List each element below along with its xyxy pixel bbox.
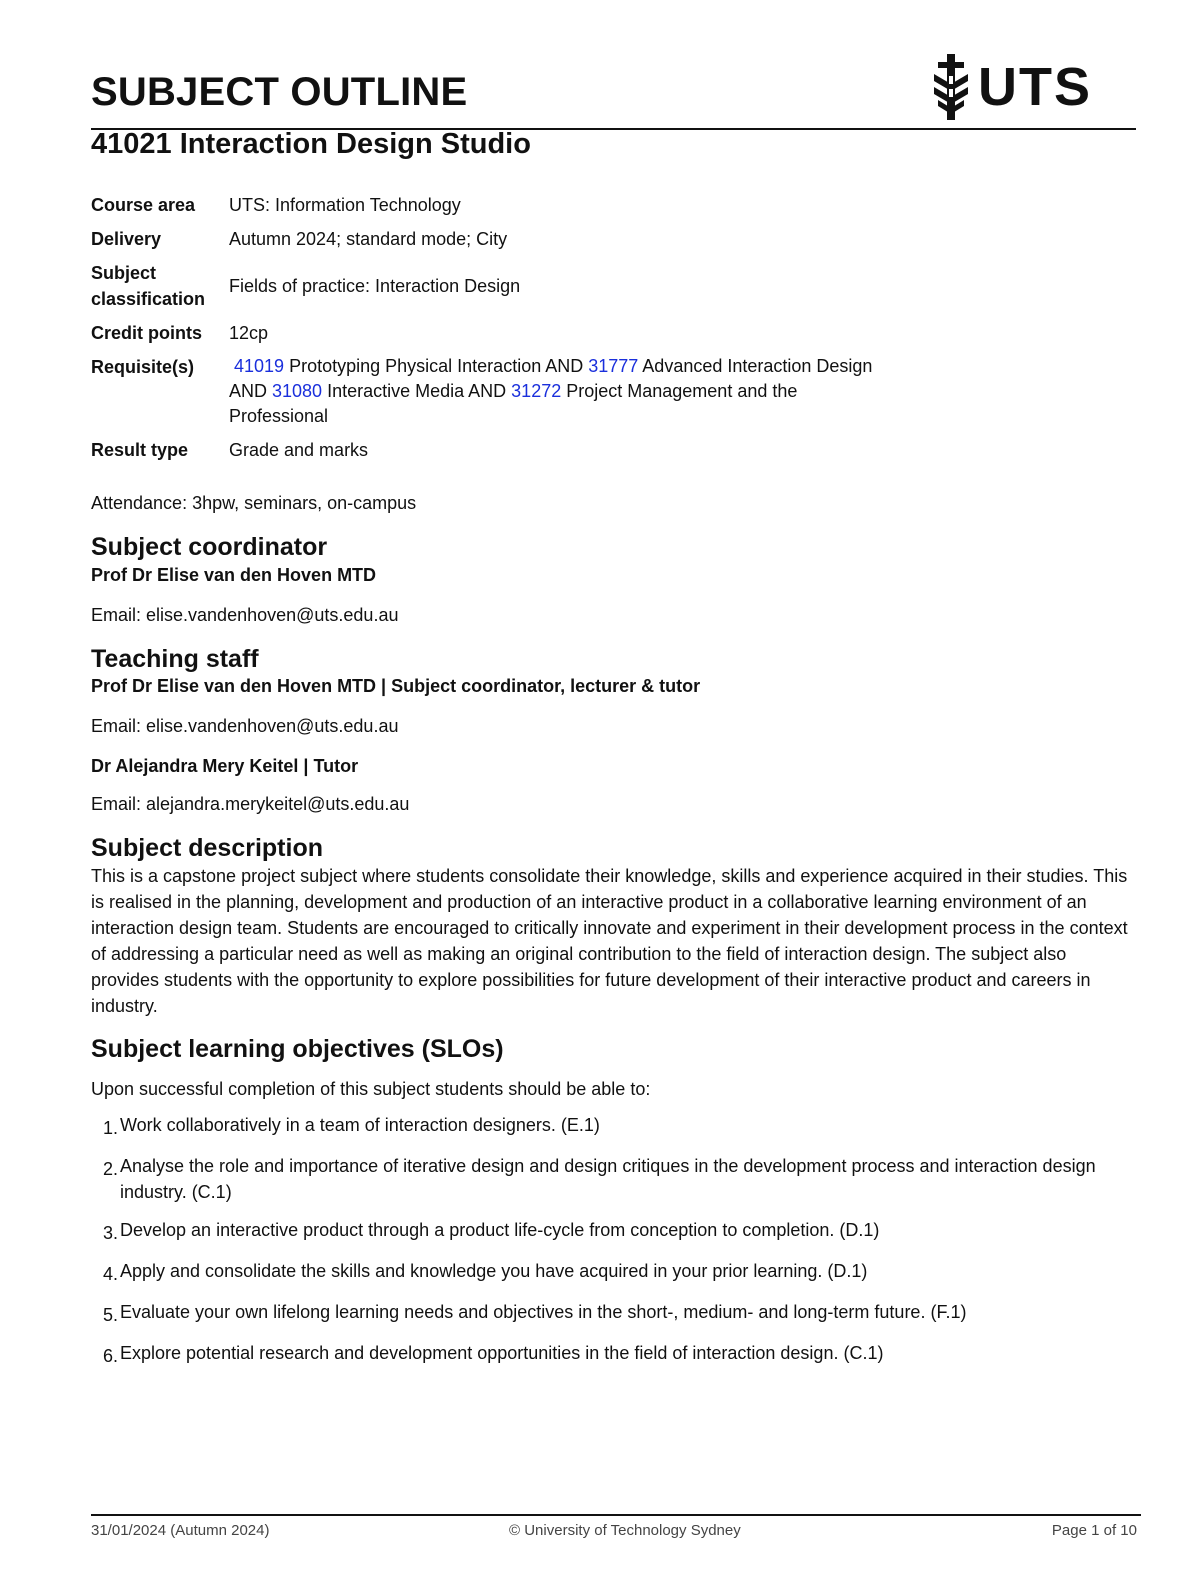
slo-text: Evaluate your own lifelong learning needs and objectives in the short-, medium- and long-term future. (F.1) xyxy=(120,1302,967,1322)
slo-number: 5. xyxy=(102,1305,118,1325)
info-row-delivery xyxy=(91,226,872,260)
slo-text: Work collaboratively in a team of interaction designers. (E.1) xyxy=(120,1115,600,1135)
info-value: Grade and marks xyxy=(229,440,369,460)
slo-text: Apply and consolidate the skills and knowledge you have acquired in your prior learning. (D.1) xyxy=(120,1261,868,1281)
requisite-link-31272[interactable]: 31272 xyxy=(511,381,562,401)
list-item xyxy=(91,1217,1131,1246)
info-label-line: classification xyxy=(91,289,206,309)
attendance-text: Attendance: 3hpw, seminars, on-campus xyxy=(91,493,417,513)
info-value-requisites xyxy=(229,354,872,437)
info-row-classification xyxy=(91,260,872,320)
info-label xyxy=(91,260,229,320)
slo-number: 4. xyxy=(102,1264,118,1284)
uts-emblem-icon xyxy=(932,54,970,120)
list-item xyxy=(91,1299,1131,1328)
staff-email[interactable]: Email: alejandra.merykeitel@uts.edu.au xyxy=(91,794,410,814)
slo-number: 3. xyxy=(102,1223,118,1243)
list-item xyxy=(91,1153,1131,1205)
logo-text: UTS xyxy=(978,57,1092,117)
staff-name: Dr Alejandra Mery Keitel | Tutor xyxy=(91,756,359,776)
info-label: Credit points xyxy=(91,323,202,343)
requisites-line xyxy=(229,379,872,404)
info-value: Autumn 2024; standard mode; City xyxy=(229,229,508,249)
footer-page-number: Page 1 of 10 xyxy=(1051,1522,1137,1539)
requisites-line xyxy=(229,404,872,429)
description-text: This is a capstone project subject where students consolidate their knowledge, skills and experience acquired in their studies. This is realised in the planning, development and production of an interactive product in a collaborative learning environment of an interaction design team. Students are encouraged to critically innovate and experiment in their development process in the context of addressing a particular need as well as making an original contribution to the field of interaction design. The subject also provides students with the opportunity to explore possibilities for future development of their interactive product and careers in industry. xyxy=(91,866,1128,1016)
info-label: Requisite(s) xyxy=(91,357,195,377)
page-header xyxy=(91,57,1136,130)
info-row-result-type xyxy=(91,437,872,463)
info-value: Fields of practice: Interaction Design xyxy=(229,276,521,296)
slo-number: 6. xyxy=(102,1346,118,1366)
uts-logo xyxy=(932,52,1092,122)
info-row-credit-points xyxy=(91,320,872,354)
requisite-text: Advanced Interaction Design xyxy=(638,356,873,376)
list-item xyxy=(91,1340,1131,1369)
slo-list xyxy=(91,1112,1131,1381)
coordinator-name: Prof Dr Elise van den Hoven MTD xyxy=(91,565,377,585)
staff-email[interactable]: Email: elise.vandenhoven@uts.edu.au xyxy=(91,716,399,736)
requisite-link-41019[interactable]: 41019 xyxy=(234,356,285,376)
requisite-text: Professional xyxy=(229,406,329,426)
info-row-requisites xyxy=(91,354,872,437)
coordinator-heading: Subject coordinator xyxy=(91,533,328,561)
subject-info-table xyxy=(91,192,872,463)
list-item xyxy=(91,1112,1131,1141)
info-value: UTS: Information Technology xyxy=(229,195,461,215)
requisite-text: Interactive Media AND xyxy=(322,381,512,401)
info-label: Delivery xyxy=(91,229,162,249)
slo-number: 1. xyxy=(102,1118,118,1138)
coordinator-email[interactable]: Email: elise.vandenhoven@uts.edu.au xyxy=(91,605,399,625)
requisite-text: Prototyping Physical Interaction AND xyxy=(284,356,589,376)
teaching-staff-heading: Teaching staff xyxy=(91,645,259,673)
requisite-text: AND xyxy=(229,381,273,401)
slos-intro: Upon successful completion of this subject students should be able to: xyxy=(91,1079,651,1099)
requisite-link-31777[interactable]: 31777 xyxy=(588,356,639,376)
list-item xyxy=(91,1258,1131,1287)
slo-text: Analyse the role and importance of iterative design and design critiques in the development process and interaction design industry. (C.1) xyxy=(120,1156,1096,1202)
page-footer xyxy=(91,1514,1141,1556)
info-label: Course area xyxy=(91,195,196,215)
footer-date: 31/01/2024 (Autumn 2024) xyxy=(91,1522,270,1539)
footer-copyright: © University of Technology Sydney xyxy=(509,1522,741,1539)
requisite-link-31080[interactable]: 31080 xyxy=(272,381,323,401)
requisites-line xyxy=(229,354,872,379)
info-value: 12cp xyxy=(229,323,269,343)
info-row-course-area xyxy=(91,192,872,226)
subject-title: 41021 Interaction Design Studio xyxy=(91,128,531,160)
slo-text: Develop an interactive product through a product life-cycle from conception to completion. (D.1) xyxy=(120,1220,880,1240)
slo-text: Explore potential research and development opportunities in the field of interaction design. (C.1) xyxy=(120,1343,884,1363)
staff-name: Prof Dr Elise van den Hoven MTD | Subject coordinator, lecturer & tutor xyxy=(91,676,701,696)
description-heading: Subject description xyxy=(91,834,323,862)
info-label: Result type xyxy=(91,440,189,460)
info-label-line: Subject xyxy=(91,263,157,283)
slo-number: 2. xyxy=(102,1159,118,1179)
requisite-text: Project Management and the xyxy=(561,381,798,401)
document-title: SUBJECT OUTLINE xyxy=(91,70,468,114)
slos-heading: Subject learning objectives (SLOs) xyxy=(91,1035,504,1063)
